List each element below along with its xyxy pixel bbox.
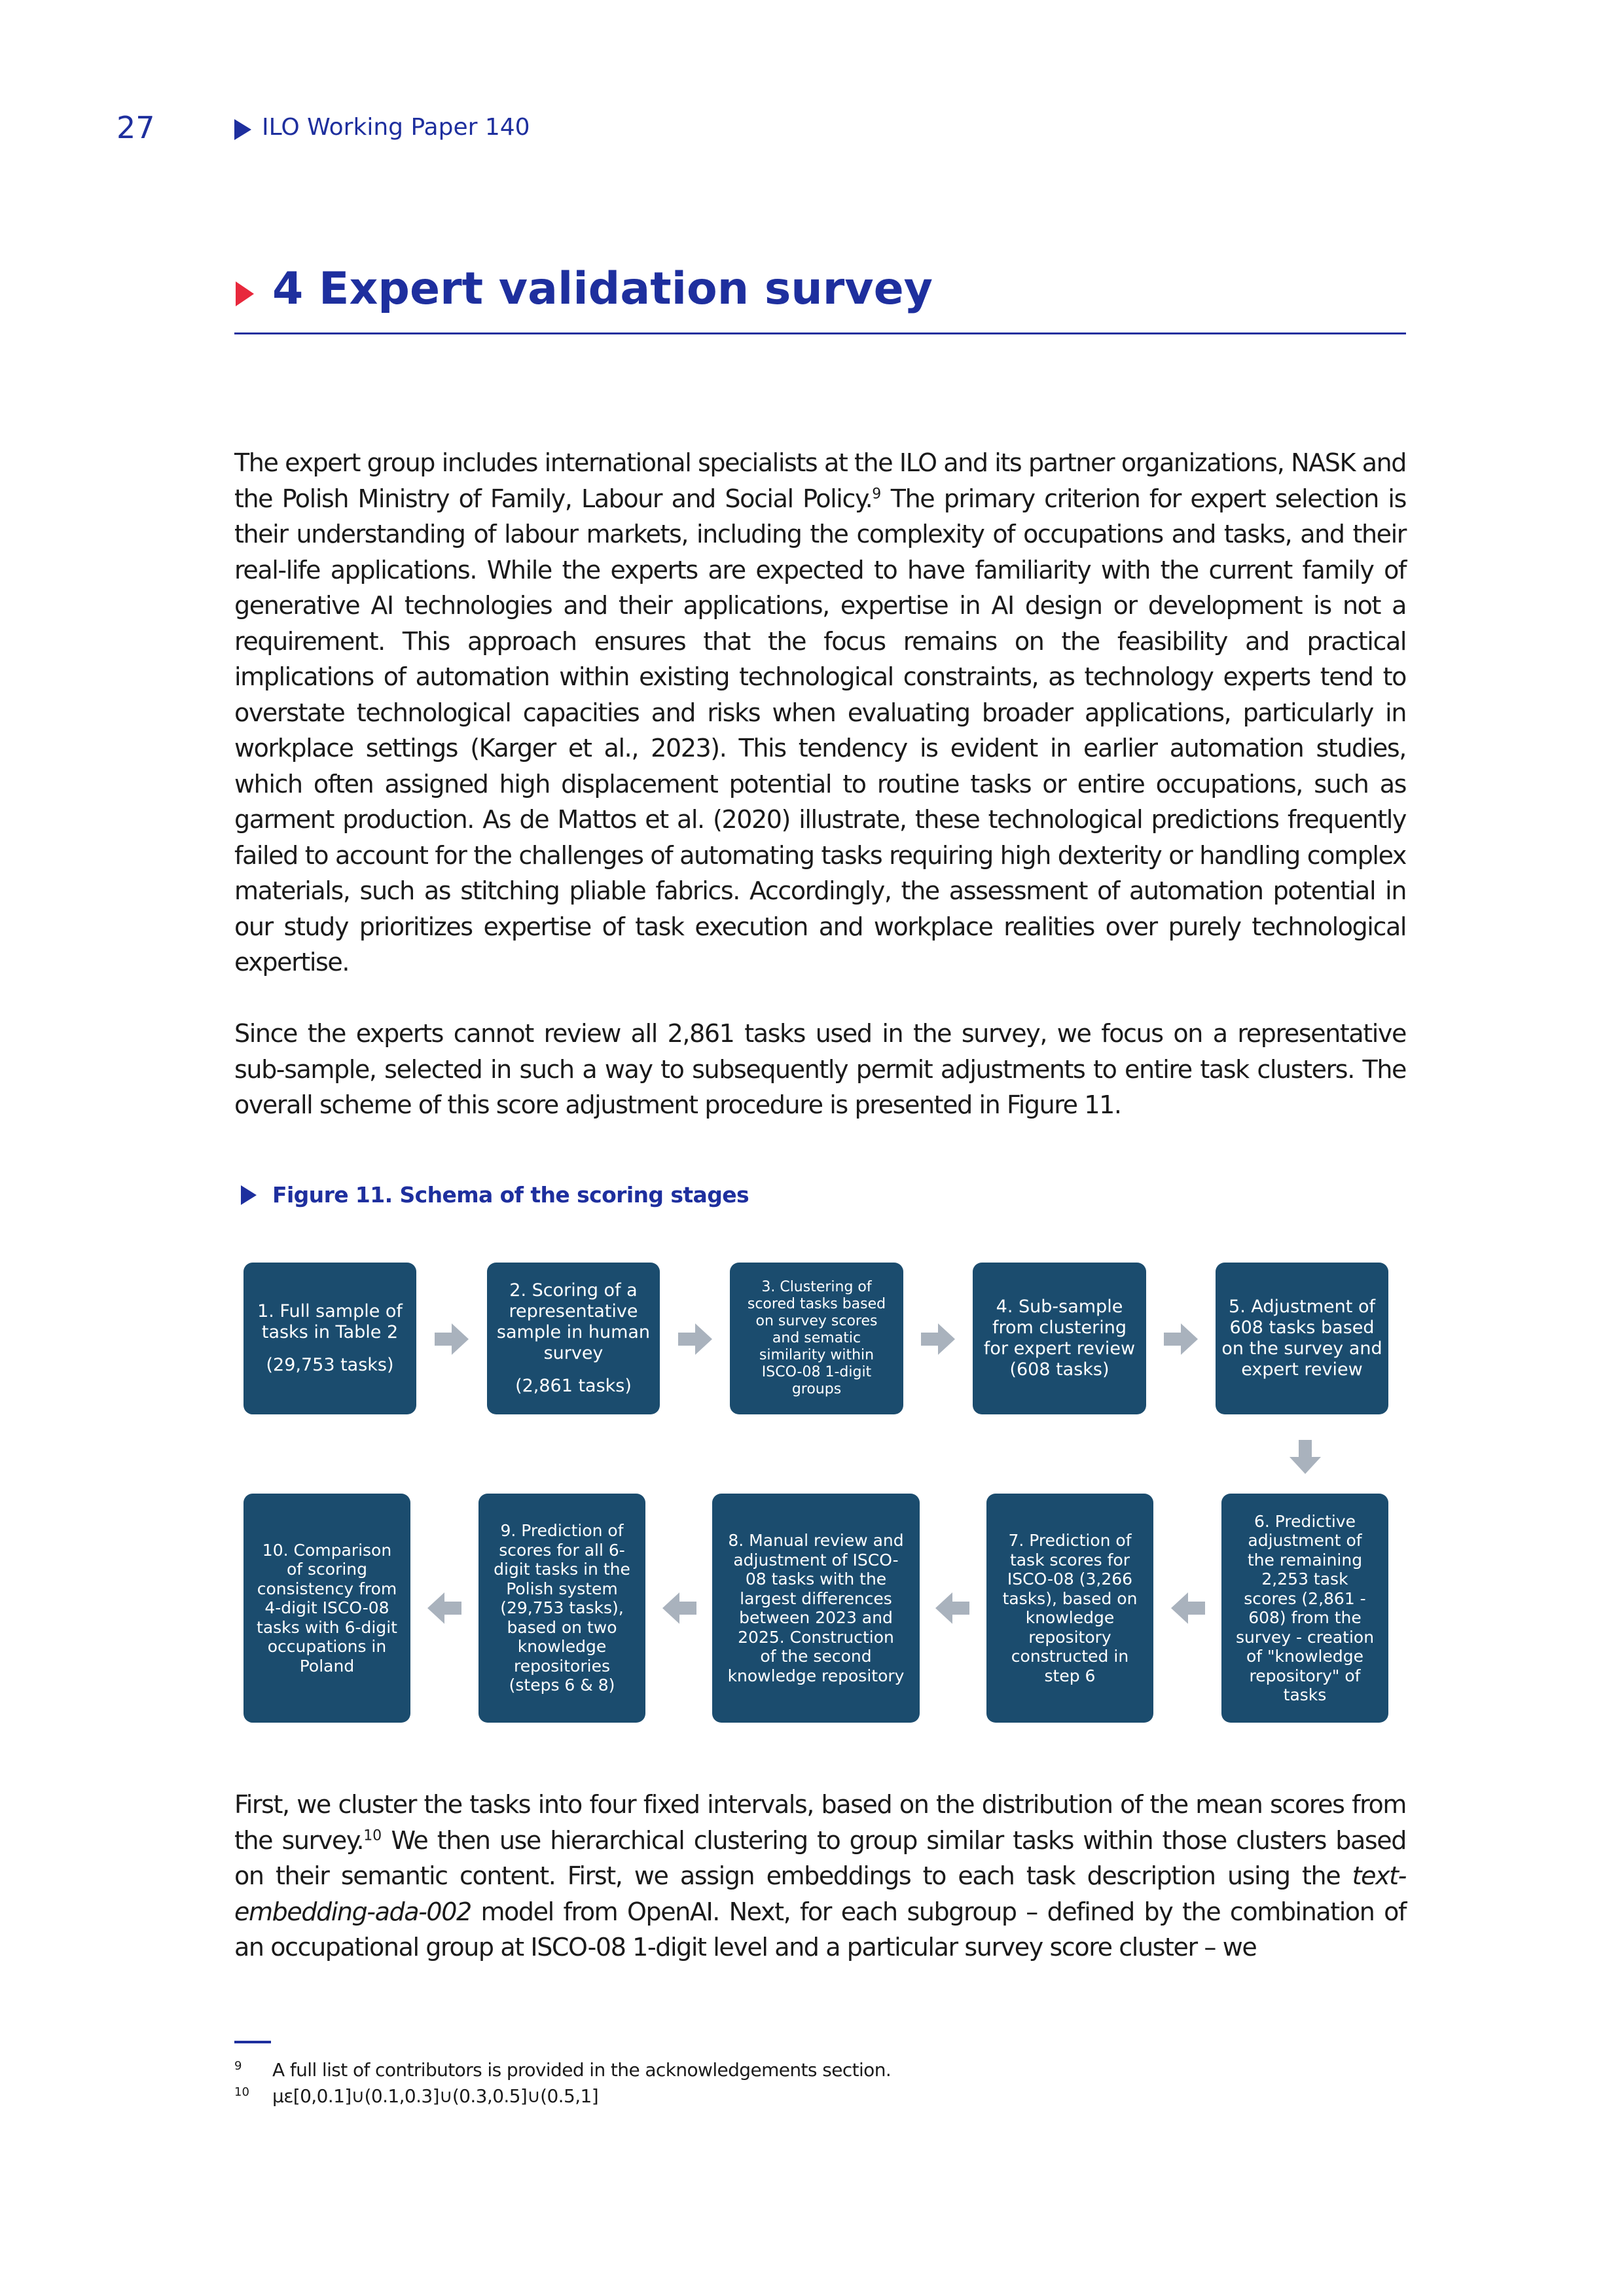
step-box-2 [487,1263,660,1414]
arrow-right-icon [676,1319,715,1359]
paragraph-3 [234,1787,1406,1965]
step-box-5 [1216,1263,1388,1414]
step-subtext: (29,753 tasks) [266,1354,394,1375]
step-text: 5. Adjustment of 608 tasks based on the survey and expert review [1221,1297,1382,1380]
step-text: 9. Prediction of scores for all 6- digit tasks in the Polish system (29,753 tasks), based on two knowledge repositories (steps 6 & 8) [494,1521,630,1695]
paragraph-2: Since the experts cannot review all 2,861 tasks used in the survey, we focus on a representative sub-sample, selected in such a way to subsequently permit adjustments to entire task clusters. The overall scheme of this score adjustment procedure is presented in Figure 11. [234,1019,1406,1119]
figure-caption-text: Figure 11. Schema of the scoring stages [272,1182,749,1208]
footnote-ref-10[interactable]: 10 [363,1827,382,1844]
step-text: 6. Predictive adjustment of the remaining 2,253 task scores (2,861 - 608) from the survey - creation of "knowledge repository" of tasks [1235,1511,1375,1704]
step-text: 4. Sub-sample from clustering for expert review (608 tasks) [983,1297,1136,1380]
running-header [0,110,1624,149]
step-box-7 [986,1494,1153,1723]
arrow-right-icon [1161,1319,1200,1359]
footnote-number: 10 [234,2085,249,2099]
arrow-down-icon [1286,1437,1325,1477]
step-subtext: (2,861 tasks) [515,1375,632,1396]
step-text: 2. Scoring of a representative sample in human survey [496,1280,651,1363]
footnote-text: A full list of contributors is provided in the acknowledgements section. [272,2059,892,2081]
section-divider [234,332,1406,334]
paragraph-3-text-c: model from OpenAI. Next, for each subgroup – defined by the combination of an occupational group at ISCO-08 1-digit level and a particular survey score cluster – we [234,1897,1406,1962]
step-box-4 [973,1263,1146,1414]
paragraph-3-text-b: We then use hierarchical clustering to group similar tasks within those clusters based on their semantic content. First, we assign embeddings to each task description using the [234,1825,1406,1890]
footnote-divider [234,2041,271,2043]
section-title: 4 Expert validation survey [272,263,933,315]
footnote-text: με[0,0.1]∪(0.1,0.3]∪(0.3,0.5]∪(0.5,1] [272,2085,599,2107]
footnote-number: 9 [234,2059,242,2073]
caption-triangle-icon [241,1185,257,1205]
step-box-3 [730,1263,903,1414]
arrow-left-icon [1168,1588,1208,1628]
model-name: text-embedding-ada-002 [234,1861,1406,1926]
step-text: 1. Full sample of tasks in Table 2 [257,1300,403,1342]
paragraph-1-text-a: The expert group includes international specialists at the ILO and its partner organizations, NASK and the Polish Ministry of Family, Labour and Social Policy. [234,448,1406,513]
paragraph-1 [234,445,1406,980]
header-triangle-icon [234,119,251,140]
step-box-6 [1221,1494,1388,1723]
publication-title: ILO Working Paper 140 [262,114,530,141]
section-triangle-icon [236,281,254,306]
step-text: 10. Comparison of scoring consistency from 4-digit ISCO-08 tasks with 6-digit occupations in Poland [257,1540,397,1676]
paragraph-3-text-a: First, we cluster the tasks into four fixed intervals, based on the distribution of the mean scores from the survey. [234,1790,1406,1855]
step-box-9 [478,1494,645,1723]
arrow-right-icon [918,1319,958,1359]
arrow-left-icon [660,1588,699,1628]
step-box-10 [244,1494,410,1723]
paragraph-1-text-b: The primary criterion for expert selection is their understanding of labour markets, including the complexity of occupations and tasks, and their real-life applications. While the experts are expected to have familiarity with the current family of generative AI technologies and their applications, expertise in AI design or development is not a requirement. This approach ensures that the focus remains on the feasibility and practical implications of automation within existing technological constraints, as technology experts tend to overstate technological capacities and risks when evaluating broader applications, particularly in workplace settings (Karger et al., 2023). This tendency is evident in earlier automation studies, which often assigned high displacement potential to routine tasks or entire occupations, such as garment production. As de Mattos et al. (2020) illustrate, these technological predictions frequently failed to account for the challenges of automating tasks requiring high dexterity or handling complex materials, such as stitching pliable fabrics. Accordingly, the assessment of automation potential in our study prioritizes expertise of task execution and workplace realities over purely technological expertise. [234,484,1406,977]
step-text: 3. Clustering of scored tasks based on survey scores and sematic similarity within ISCO-08 1-digit groups [747,1279,886,1397]
step-box-1 [244,1263,416,1414]
footnote-ref-9[interactable]: 9 [872,485,882,502]
step-text: 8. Manual review and adjustment of ISCO- 08 tasks with the largest differences between 2023 and 2025. Construction of the second knowledge repository [727,1531,905,1685]
arrow-right-icon [432,1319,471,1359]
arrow-left-icon [425,1588,464,1628]
step-text: 7. Prediction of task scores for ISCO-08 (3,266 tasks), based on knowledge repository constructed in step 6 [1002,1531,1138,1685]
step-box-8 [712,1494,920,1723]
page-number: 27 [117,110,155,145]
arrow-left-icon [933,1588,972,1628]
